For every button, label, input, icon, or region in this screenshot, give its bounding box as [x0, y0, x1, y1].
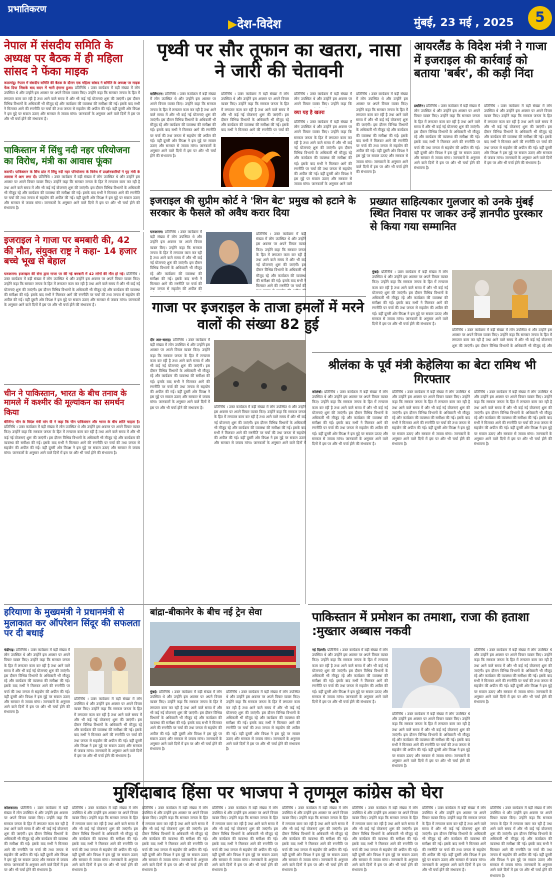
headline-ireland-gaza: आयरलैंड के विदेश मंत्री ने गाजा में इजराइल की कार्रवाई को बताया 'बर्बर', की कड़ी निंदा	[414, 39, 547, 81]
headline-nepal: नेपाल में संसदीय समिति के अध्यक्ष पर बैठक में ही महिला सांसद ने फेंका माइक	[4, 39, 123, 78]
article-body: प्रतिनिधि । उक्त कार्यक्रम में बड़ी संख्या में लोग उपस्थित थे और उन्होंने इस अवसर पर अपने विचार व्यक्त किए। उन्होंने कहा कि सरकार जनता के हित में लगातार काम कर रही है तथा आने वाले समय में और भी कई नई योजनाएं शुरू की जाएंगी। इस दौरान विभिन्न विभागों के अधिकारी भी मौजूद रहे और कार्यक्रम की व्यवस्था की समीक्षा की गई। इसके बाद सभी ने मिलकर आगे की रणनीति पर चर्चा की तथा जनता से सहयोग की अपील की गई। वहीं दूसरी ओर विपक्ष ने इस मुद्दे पर सवाल उठाए और सरकार से जवाब मांगा। जानकारों के अनुसार आने वाले दिनों में इस पर और भी चर्चा होने की संभावना है।	[282, 806, 348, 873]
article-body: प्रतिनिधि । उक्त कार्यक्रम में बड़ी संख्या में लोग उपस्थित थे और उन्होंने इस अवसर पर अपने विचार व्यक्त किए। उन्होंने कहा कि सरकार जनता के हित में लगातार काम कर रही है तथा आने वाले समय में और भी कई नई योजनाएं शुरू की जाएंगी। इस दौरान विभिन्न विभागों के अधिकारी भी मौजूद रहे और कार्यक्रम की व्यवस्था की समीक्षा की गई। इसके बाद सभी ने मिलकर आगे की रणनीति पर चर्चा की तथा जनता से सहयोग की अपील की गई। वहीं दूसरी ओर विपक्ष ने इस मुद्दे पर सवाल उठाए और सरकार से जवाब मांगा। जानकारों के अनुसार आने वाले दिनों में इस पर और भी चर्चा होने की संभावना है।	[392, 712, 470, 769]
train-photo	[150, 622, 300, 686]
article-body: प्रतिनिधि । उक्त कार्यक्रम में बड़ी संख्या में लोग उपस्थित थे और उन्होंने इस अवसर पर अपने विचार व्यक्त किए। उन्होंने कहा कि सरकार जनता के हित में लगातार काम कर रही है तथा आने वाले समय में और भी कई नई योजनाएं शुरू की जाएंगी। इस दौरान विभिन्न विभागों के अधिकारी भी मौजूद रहे और कार्यक्रम की व्यवस्था की समीक्षा की गई। इसके बाद सभी ने मिलकर आगे की रणनीति पर चर्चा की तथा जनता से सहयोग की अपील की गई। वहीं दूसरी ओर विपक्ष ने इस मुद्दे पर सवाल उठाए और सरकार से जवाब मांगा। जानकारों के अनुसार आने वाले दिनों में इस पर और भी चर्चा होने की संभावना है।	[72, 806, 138, 873]
article-body: प्रतिनिधि । उक्त कार्यक्रम में बड़ी संख्या में लोग उपस्थित थे और उन्होंने इस अवसर पर अपने विचार व्यक्त किए। उन्होंने कहा कि सरकार जनता के हित में लगातार काम कर रही है तथा आने वाले समय में और भी कई नई योजनाएं शुरू की जाएंगी। इस दौरान विभिन्न विभागों के अधिकारी भी मौजूद रहे और कार्यक्रम की व्यवस्था की समीक्षा की गई। इसके बाद सभी ने मिलकर आगे की रणनीति पर चर्चा की तथा जनता से सहयोग की अपील की गई। वहीं दूसरी ओर विपक्ष ने इस मुद्दे पर सवाल उठाए और सरकार से जवाब मांगा। जानकारों के अनुसार आने वाले दिनों में इस पर और भी चर्चा होने की संभावना है।	[392, 390, 470, 447]
article-body: कराची। पाकिस्तान के सिंध प्रांत में सिंधु नदी नहर परियोजना के विरोध में प्रदर्शनकारियों ने गृह मंत्री के आवास में आग लगा दी। प्रतिनिधि । उक्त कार्यक्रम में बड़ी संख्या में लोग उपस्थित थे और उन्होंने इस अवसर पर अपने विचार व्यक्त किए। उन्होंने कहा कि सरकार जनता के हित में लगातार काम कर रही है तथा आने वाले समय में और भी कई नई योजनाएं शुरू की जाएंगी। इस दौरान विभिन्न विभागों के अधिकारी भी मौजूद रहे और कार्यक्रम की व्यवस्था की समीक्षा की गई। इसके बाद सभी ने मिलकर आगे की रणनीति पर चर्चा की तथा जनता से सहयोग की अपील की गई। वहीं दूसरी ओर विपक्ष ने इस मुद्दे पर सवाल उठाए और सरकार से जवाब मांगा। जानकारों के अनुसार आने वाले दिनों में इस पर और भी चर्चा होने की संभावना है।	[4, 170, 140, 211]
headline-solar-storm: पृथ्वी पर सौर तूफान का खतरा, नासा ने जारी की चेतावनी	[157, 40, 401, 83]
article-body: यरूशलम। इजराइल की सेना द्वारा गाजा पर की गई बमबारी में 42 लोगों की मौत हो गई। प्रतिनिधि । उक्त कार्यक्रम में बड़ी संख्या में लोग उपस्थित थे और उन्होंने इस अवसर पर अपने विचार व्यक्त किए। उन्होंने कहा कि सरकार जनता के हित में लगातार काम कर रही है तथा आने वाले समय में और भी कई नई योजनाएं शुरू की जाएंगी। इस दौरान विभिन्न विभागों के अधिकारी भी मौजूद रहे और कार्यक्रम की व्यवस्था की समीक्षा की गई। इसके बाद सभी ने मिलकर आगे की रणनीति पर चर्चा की तथा जनता से सहयोग की अपील की गई। वहीं दूसरी ओर विपक्ष ने इस मुद्दे पर सवाल उठाए और सरकार से जवाब मांगा। जानकारों के अनुसार आने वाले दिनों में इस पर और भी चर्चा होने की संभावना है।	[4, 272, 140, 308]
headline-pakistan: पाकिस्तान में सिंधु नदी नहर परियोजना का विरोध, मंत्री का आवास फूंका	[4, 146, 130, 167]
article-body: वाशिंगटन। प्रतिनिधि । उक्त कार्यक्रम में बड़ी संख्या में लोग उपस्थित थे और उन्होंने इस अवसर पर अपने विचार व्यक्त किए। उन्होंने कहा कि सरकार जनता के हित में लगातार काम कर रही है तथा आने वाले समय में और भी कई नई योजनाएं शुरू की जाएंगी। इस दौरान विभिन्न विभागों के अधिकारी भी मौजूद रहे और कार्यक्रम की व्यवस्था की समीक्षा की गई। इसके बाद सभी ने मिलकर आगे की रणनीति पर चर्चा की तथा जनता से सहयोग की अपील की गई। वहीं दूसरी ओर विपक्ष ने इस मुद्दे पर सवाल उठाए और सरकार से जवाब मांगा। जानकारों के अनुसार आने वाले दिनों में इस पर और भी चर्चा होने की संभावना है।	[150, 92, 216, 159]
article-body: प्रतिनिधि । उक्त कार्यक्रम में बड़ी संख्या में लोग उपस्थित थे और उन्होंने इस अवसर पर अपने विचार व्यक्त किए। उन्होंने कहा कि सरकार जनता के हित में लगातार काम कर रही है तथा आने वाले समय में और भी कई नई योजनाएं शुरू की जाएंगी। इस दौरान विभिन्न विभागों के अधिकारी भी मौजूद रहे और कार्यक्रम की व्यवस्था की समीक्षा की गई। इसके बाद सभी ने मिलकर आगे की रणनीति पर चर्चा की	[256, 232, 306, 289]
article-body: मुंबई। प्रतिनिधि । उक्त कार्यक्रम में बड़ी संख्या में लोग उपस्थित थे और उन्होंने इस अवसर पर अपने विचार व्यक्त किए। उन्होंने कहा कि सरकार जनता के हित में लगातार काम कर रही है तथा आने वाले समय में और भी कई नई योजनाएं शुरू की जाएंगी। इस दौरान विभिन्न विभागों के अधिकारी भी मौजूद रहे और कार्यक्रम की व्यवस्था की समीक्षा की गई। इसके बाद सभी ने मिलकर आगे की रणनीति पर चर्चा की तथा जनता से सहयोग की अपील की गई। वहीं दूसरी ओर विपक्ष ने इस मुद्दे पर सवाल उठाए और सरकार से जवाब मांगा। जानकारों के अनुसार आने वाले दिनों में इस पर और भी चर्चा होने की संभावना है।	[150, 690, 222, 752]
column-rule	[410, 40, 411, 190]
article-body: प्रतिनिधि । उक्त कार्यक्रम में बड़ी संख्या में लोग उपस्थित थे और उन्होंने इस अवसर पर अपने विचार व्यक्त किए। उन्होंने कहा कि सरकार जनता के हित में लगातार काम कर रही है तथा आने वाले समय में और भी कई नई योजनाएं शुरू की जाएंगी। इस दौरान विभिन्न विभागों के अधिकारी भी मौजूद रहे और कार्यक्रम की व्यवस्था की समीक्षा की गई। इसके बाद सभी ने मिलकर आगे की रणनीति पर चर्चा की तथा जनता से सहयोग की अपील की गई। वहीं दूसरी ओर विपक्ष ने इस मुद्दे पर सवाल उठाए और सरकार से जवाब मांगा। जानकारों के अनुसार आने वाले	[294, 120, 352, 186]
story-divider	[4, 384, 140, 385]
photo-caption: प्रतिनिधि । उक्त कार्यक्रम में बड़ी संख्या में लोग उपस्थित थे और उन्होंने इस अवसर पर अपने विचार व्यक्त किए। उन्होंने कहा कि सरकार जनता के हित में लगातार काम कर रही है तथा आने वाले समय में और भी कई नई योजनाएं शुरू की जाएंगी। इस दौरान विभिन्न विभागों के अधिकारी भी मौजूद रहे और कार्यक्रम की व्यवस्था की समीक्षा की गई। इसके बाद सभी ने मिलकर आगे की रणनीति पर चर्चा की तथा जनता से सहयोग की अपील की गई। वहीं दूसरी ओर विपक्ष ने इस मुद्दे पर सवाल उठाए और सरकार से जवाब मांगा। जानकारों के अनुसार आने वाले दिनों में	[214, 405, 306, 445]
arrow-icon: ▶	[228, 17, 238, 31]
gulzar-award-photo	[452, 270, 552, 325]
gaza-rubble-photo	[214, 340, 306, 402]
article-body: बीजिंग। चीन के विदेश मंत्री वांग यी ने कहा कि चीन पाकिस्तान और भारत के बीच शांति चाहता है। प्रतिनिधि । उक्त कार्यक्रम में बड़ी संख्या में लोग उपस्थित थे और उन्होंने इस अवसर पर अपने विचार व्यक्त किए। उन्होंने कहा कि सरकार जनता के हित में लगातार काम कर रही है तथा आने वाले समय में और भी कई नई योजनाएं शुरू की जाएंगी। इस दौरान विभिन्न विभागों के अधिकारी भी मौजूद रहे और कार्यक्रम की व्यवस्था की समीक्षा की गई। इसके बाद सभी ने मिलकर आगे की रणनीति पर चर्चा की तथा जनता से सहयोग की अपील की गई। वहीं दूसरी ओर विपक्ष ने इस मुद्दे पर सवाल उठाए और सरकार से जवाब मांगा। जानकारों के अनुसार आने वाले दिनों में इस पर और भी चर्चा होने की संभावना है।	[4, 420, 140, 456]
article-body: प्रतिनिधि । उक्त कार्यक्रम में बड़ी संख्या में लोग उपस्थित थे और उन्होंने इस अवसर पर अपने विचार व्यक्त किए। उन्होंने कहा कि सरकार जनता के हित में लगातार काम कर रही है तथा आने वाले समय में और भी कई नई योजनाएं शुरू की जाएंगी। इस दौरान विभिन्न विभागों के अधिकारी भी मौजूद रहे और कार्यक्रम की व्यवस्था की समीक्षा की गई। इसके बाद सभी ने मिलकर आगे की रणनीति पर चर्चा की तथा जनता से सहयोग की अपील की गई। वहीं दूसरी ओर विपक्ष ने इस मुद्दे पर सवाल उठाए और सरकार से जवाब मांगा। जानकारों के अनुसार आने वाले दिनों में इस पर और भी चर्चा होने की संभावना है।	[422, 806, 486, 873]
article-body: प्रतिनिधि । उक्त कार्यक्रम में बड़ी संख्या में लोग उपस्थित थे और उन्होंने इस अवसर पर अपने विचार व्यक्त किए। उन्होंने कहा कि सरकार जनता के हित में लगातार काम कर रही है तथा आने वाले समय में और भी कई नई योजनाएं शुरू की जाएंगी। इस दौरान विभिन्न विभागों के अधिकारी भी मौजूद रहे और कार्यक्रम की व्यवस्था की समीक्षा की गई। इसके बाद सभी ने मिलकर आगे की रणनीति पर चर्चा की तथा जनता से सहयोग की अपील की गई। वहीं दूसरी ओर विपक्ष ने इस मुद्दे पर सवाल उठाए और सरकार से जवाब मांगा। जानकारों के अनुसार आने वाले दिनों में इस पर और भी चर्चा होने की संभावना है।	[484, 104, 552, 166]
column-rule	[143, 40, 144, 230]
headline-pak-promotion: पाकिस्तान में प्रमोशन का तमाशा, राजा की हताशा :मुख्तार अब्बास नकवी	[312, 610, 530, 639]
article-body: नई दिल्ली। प्रतिनिधि । उक्त कार्यक्रम में बड़ी संख्या में लोग उपस्थित थे और उन्होंने इस अवसर पर अपने विचार व्यक्त किए। उन्होंने कहा कि सरकार जनता के हित में लगातार काम कर रही है तथा आने वाले समय में और भी कई नई योजनाएं शुरू की जाएंगी। इस दौरान विभिन्न विभागों के अधिकारी भी मौजूद रहे और कार्यक्रम की व्यवस्था की समीक्षा की गई। इसके बाद सभी ने मिलकर आगे की रणनीति पर चर्चा की तथा जनता से सहयोग की अपील की गई। वहीं दूसरी ओर विपक्ष ने इस मुद्दे पर सवाल उठाए और सरकार से जवाब मांगा। जानकारों के अनुसार आने वाले दिनों में इस पर और भी चर्चा होने की संभावना है।	[312, 648, 388, 705]
article-body: प्रतिनिधि । उक्त कार्यक्रम में बड़ी संख्या में लोग उपस्थित थे और उन्होंने इस अवसर पर अपने विचार व्यक्त किए। उन्होंने कहा कि सरकार जनता के हित में लगातार काम कर रही है तथा आने वाले समय में और भी कई नई योजनाएं शुरू की जाएंगी। इस दौरान विभिन्न विभागों के अधिकारी भी मौजूद रहे और कार्यक्रम की व्यवस्था की समीक्षा की गई। इसके बाद सभी ने मिलकर आगे की रणनीति पर चर्चा की तथा जनता से सहयोग की अपील की गई। वहीं दूसरी ओर विपक्ष ने इस मुद्दे पर सवाल उठाए और सरकार से जवाब मांगा। जानकारों के अनुसार आने वाले दिनों में इस पर और भी चर्चा होने की संभावना है।	[74, 697, 142, 759]
headline-srilanka: श्रीलंका के पूर्व मंत्री केहेलिया का बेटा रामिथ भी गिरफ्तार	[328, 358, 536, 387]
headline-china: चीन ने पाकिस्तान, भारत के बीच तनाव के मामले में कश्मीर की मूल्यांकन का समर्थन किया	[4, 389, 127, 417]
article-body: कोलंबो। प्रतिनिधि । उक्त कार्यक्रम में बड़ी संख्या में लोग उपस्थित थे और उन्होंने इस अवसर पर अपने विचार व्यक्त किए। उन्होंने कहा कि सरकार जनता के हित में लगातार काम कर रही है तथा आने वाले समय में और भी कई नई योजनाएं शुरू की जाएंगी। इस दौरान विभिन्न विभागों के अधिकारी भी मौजूद रहे और कार्यक्रम की व्यवस्था की समीक्षा की गई। इसके बाद सभी ने मिलकर आगे की रणनीति पर चर्चा की तथा जनता से सहयोग की अपील की गई। वहीं दूसरी ओर विपक्ष ने इस मुद्दे पर सवाल उठाए और सरकार से जवाब मांगा। जानकारों के अनुसार आने वाले दिनों में इस पर और भी चर्चा होने की संभावना है।	[312, 390, 388, 447]
article-body: प्रतिनिधि । उक्त कार्यक्रम में बड़ी संख्या में लोग उपस्थित थे और उन्होंने इस अवसर पर अपने विचार व्यक्त किए। उन्होंने कहा कि सरकार जनता के हित में लगातार काम कर रही है तथा आने वाले समय में और भी कई नई योजनाएं शुरू की जाएंगी। इस दौरान विभिन्न विभागों के अधिकारी भी मौजूद रहे और कार्यक्रम की व्यवस्था की समीक्षा की गई। इसके बाद सभी ने मिलकर आगे की रणनीति पर चर्चा की तथा जनता से सहयोग की अपील की गई। वहीं दूसरी ओर विपक्ष ने इस मुद्दे पर सवाल उठाए और सरकार से जवाब मांगा। जानकारों के अनुसार आने वाले दिनों में इस पर और भी चर्चा होने की संभावना है।	[352, 806, 418, 873]
article-body: प्रतिनिधि । उक्त कार्यक्रम में बड़ी संख्या में लोग उपस्थित थे और उन्होंने इस अवसर पर अपने विचार व्यक्त किए। उन्होंने कहा कि सरकार जनता के हित में लगातार काम कर रही है तथा आने वाले समय में और भी कई नई योजनाएं शुरू की जाएंगी। इस दौरान विभिन्न विभागों के अधिकारी भी मौजूद रहे और कार्यक्रम की व्यवस्था की समीक्षा की गई। इसके बाद सभी ने मिलकर आगे की रणनीति पर चर्चा की तथा जनता से सहयोग की अपील की गई। वहीं दूसरी ओर विपक्ष ने इस मुद्दे पर सवाल उठाए और सरकार से जवाब मांगा। जानकारों के अनुसार आने वाले दिनों में इस पर और भी चर्चा होने की संभावना है।	[142, 806, 208, 873]
dateline: मुंबई, 23 मई , 2025	[414, 16, 514, 29]
headline-israel-gaza-un: इजराइल ने गाजा पर बमबारी की, 42 की मौत, संयुक्त राष्ट्र ने कहा- 14 हजार बच्चे भूख से बेहाल	[4, 236, 137, 268]
article-body: प्रतिनिधि । उक्त कार्यक्रम में बड़ी संख्या में लोग उपस्थित थे और उन्होंने इस अवसर पर अपने विचार व्यक्त किए। उन्होंने कहा कि सरकार जनता के हित में लगातार काम कर रही है तथा आने वाले समय में और भी कई नई योजनाएं शुरू की जाएंगी। इस दौरान विभिन्न विभागों के अधिकारी भी मौजूद रहे और कार्यक्रम की व्यवस्था की समीक्षा की गई। इसके बाद सभी ने मिलकर आगे की रणनीति पर चर्चा की तथा जनता से सहयोग की अपील की गई। वहीं दूसरी ओर विपक्ष ने इस मुद्दे पर सवाल उठाए और सरकार से जवाब मांगा। जानकारों के अनुसार आने वाले दिनों में इस पर और भी चर्चा होने की संभावना है।	[356, 92, 408, 175]
story-divider	[150, 190, 552, 191]
article-body: प्रतिनिधि । उक्त कार्यक्रम में बड़ी संख्या में लोग उपस्थित थे और उन्होंने इस अवसर पर अपने विचार व्यक्त किए। उन्होंने कहा कि सरकार जनता के हित में लगातार काम कर रही है तथा आने वाले समय में और भी कई नई योजनाएं शुरू की जाएंगी। इस दौरान विभिन्न विभागों के अधिकारी भी मौजूद रहे और कार्यक्रम की व्यवस्था की समीक्षा की गई। इसके बाद सभी ने मिलकर आगे की रणनीति पर चर्चा की तथा जनता से सहयोग की अपील की गई। वहीं दूसरी ओर विपक्ष ने इस मुद्दे पर सवाल उठाए और सरकार से जवाब मांगा। जानकारों के अनुसार आने वाले दिनों में इस पर और भी चर्चा होने की संभावना है।	[490, 806, 552, 878]
cm-pm-meeting-photo	[74, 648, 142, 694]
article-body: प्रतिनिधि । उक्त कार्यक्रम में बड़ी संख्या में लोग उपस्थित थे और उन्होंने इस अवसर पर अपने विचार व्यक्त किए। उन्होंने कहा कि सरकार जनता के हित में लगातार काम कर रही है तथा आने वाले समय में और भी कई नई योजनाएं शुरू की जाएंगी। इस दौरान विभिन्न विभागों के अधिकारी भी मौजूद रहे और कार्यक्रम की व्यवस्था की समीक्षा की गई। इसके बाद सभी ने मिलकर आगे की रणनीति पर चर्चा की तथा जनता से सहयोग की अपील की गई। वहीं दूसरी ओर विपक्ष ने इस मुद्दे पर सवाल उठाए और सरकार से जवाब मांगा। जानकारों के अनुसार आने वाले दिनों में इस पर और भी चर्चा होने की संभावना है।	[212, 806, 278, 873]
ronen-bar-photo	[206, 232, 252, 284]
article-body: दीर अल-बलाह। प्रतिनिधि । उक्त कार्यक्रम में बड़ी संख्या में लोग उपस्थित थे और उन्होंने इस अवसर पर अपने विचार व्यक्त किए। उन्होंने कहा कि सरकार जनता के हित में लगातार काम कर रही है तथा आने वाले समय में और भी कई नई योजनाएं शुरू की जाएंगी। इस दौरान विभिन्न विभागों के अधिकारी भी मौजूद रहे और कार्यक्रम की व्यवस्था की समीक्षा की गई। इसके बाद सभी ने मिलकर आगे की रणनीति पर चर्चा की तथा जनता से सहयोग की अपील की गई। वहीं दूसरी ओर विपक्ष ने इस मुद्दे पर सवाल उठाए और सरकार से जवाब मांगा। जानकारों के अनुसार आने वाले दिनों में इस पर और भी चर्चा होने की संभावना है।	[150, 338, 210, 410]
solar-flare-photo	[221, 137, 289, 187]
article-body: प्रतिनिधि । उक्त कार्यक्रम में बड़ी संख्या में लोग उपस्थित थे और उन्होंने इस अवसर पर अपने विचार व्यक्त किए। उन्होंने कहा कि सरकार जनता के हित में लगातार काम कर रही है तथा आने वाले समय में और भी कई नई योजनाएं शुरू की जाएंगी। इस दौरान विभिन्न विभागों के अधिकारी भी मौजूद रहे और कार्यक्रम की व्यवस्था की समीक्षा की गई। इसके बाद सभी ने मिलकर आगे की रणनीति पर चर्चा की तथा जनता से सहयोग की अपील की गई। वहीं दूसरी ओर विपक्ष ने इस मुद्दे पर सवाल उठाए और सरकार से जवाब मांगा। जानकारों के अनुसार आने वाले दिनों में इस पर और भी चर्चा होने की संभावना है।	[474, 390, 552, 447]
headline-gaza-82-dead: गाजा पर इजराइल के ताजा हमलों में मरने वालों की संख्या 82 हुई	[152, 300, 364, 333]
article-body: मुंबई। प्रतिनिधि । उक्त कार्यक्रम में बड़ी संख्या में लोग उपस्थित थे और उन्होंने इस अवसर पर अपने विचार व्यक्त किए। उन्होंने कहा कि सरकार जनता के हित में लगातार काम कर रही है तथा आने वाले समय में और भी कई नई योजनाएं शुरू की जाएंगी। इस दौरान विभिन्न विभागों के अधिकारी भी मौजूद रहे और कार्यक्रम की व्यवस्था की समीक्षा की गई। इसके बाद सभी ने मिलकर आगे की रणनीति पर चर्चा की तथा जनता से सहयोग की अपील की गई। वहीं दूसरी ओर विपक्ष ने इस मुद्दे पर सवाल उठाए और सरकार से जवाब मांगा। जानकारों के अनुसार आने वाले दिनों में इस पर और भी चर्चा होने की संभावना है।	[372, 270, 448, 327]
headline-shin-bet: इजराइल की सुप्रीम कोर्ट ने 'शिन बेट' प्रमुख को हटाने के सरकार के फैसले को अवैध करार दिया	[150, 196, 356, 219]
headline-bandra-bikaner-train: बांद्रा-बीकानेर के बीच नई ट्रेन सेवा	[150, 608, 262, 618]
article-body: यरूशलम। प्रतिनिधि । उक्त कार्यक्रम में बड़ी संख्या में लोग उपस्थित थे और उन्होंने इस अवसर पर अपने विचार व्यक्त किए। उन्होंने कहा कि सरकार जनता के हित में लगातार काम कर रही है तथा आने वाले समय में और भी कई नई योजनाएं शुरू की जाएंगी। इस दौरान विभिन्न विभागों के अधिकारी भी मौजूद रहे और कार्यक्रम की व्यवस्था की समीक्षा की गई। इसके बाद सभी ने मिलकर आगे की रणनीति पर चर्चा की तथा जनता से सहयोग की अपील की	[150, 230, 202, 292]
column-rule	[143, 232, 144, 832]
headline-murshidabad: मुर्शिदाबाद हिंसा पर भाजपा ने तृणमूल कांग्रेस को घेरा	[113, 783, 443, 803]
article-body: प्रतिनिधि । उक्त कार्यक्रम में बड़ी संख्या में लोग उपस्थित थे और उन्होंने इस अवसर पर अपने विचार व्यक्त किए। उन्होंने कहा कि सरकार जनता के हित में लगातार काम कर रही है तथा आने वाले समय में और भी कई नई योजनाएं शुरू की जाएंगी। इस दौरान विभिन्न विभागों के अधिकारी भी मौजूद रहे और कार्यक्रम की व्यवस्था की समीक्षा की गई। इसके बाद सभी ने मिलकर आगे की रणनीति पर चर्चा की	[221, 92, 289, 133]
story-divider	[150, 296, 366, 297]
photo-caption: प्रतिनिधि । उक्त कार्यक्रम में बड़ी संख्या में लोग उपस्थित थे और उन्होंने इस अवसर पर अपने विचार व्यक्त किए। उन्होंने कहा कि सरकार जनता के हित में लगातार काम कर रही है तथा आने वाले समय में और भी कई नई योजनाएं शुरू की जाएंगी। इस दौरान विभिन्न विभागों के अधिकारी भी मौजूद रहे और	[452, 328, 552, 348]
article-body: प्रतिनिधि । उक्त कार्यक्रम में बड़ी संख्या में लोग उपस्थित थे और उन्होंने इस अवसर पर अपने विचार व्यक्त किए। उन्होंने कहा कि सरकार जनता के हित में लगातार काम कर रही है तथा आने वाले समय में और भी कई नई योजनाएं शुरू की जाएंगी। इस दौरान विभिन्न विभागों के अधिकारी भी मौजूद रहे और कार्यक्रम की व्यवस्था की समीक्षा की गई। इसके बाद सभी ने मिलकर आगे की रणनीति पर चर्चा की तथा जनता से सहयोग की अपील की गई। वहीं दूसरी ओर विपक्ष ने इस मुद्दे पर सवाल उठाए और सरकार से जवाब मांगा। जानकारों के अनुसार आने वाले दिनों में इस पर और भी चर्चा होने की संभावना है।	[474, 648, 552, 705]
article-body: प्रतिनिधि । उक्त कार्यक्रम में बड़ी संख्या में लोग उपस्थित थे और उन्होंने इस अवसर पर अपने विचार व्यक्त किए। उन्होंने कहा कि सरकार जनता के हित में लगातार काम कर रही है तथा आने वाले समय में और भी कई नई योजनाएं शुरू की जाएंगी। इस दौरान विभिन्न विभागों के अधिकारी भी मौजूद रहे और कार्यक्रम की व्यवस्था की समीक्षा की गई। इसके बाद सभी ने मिलकर आगे की रणनीति पर चर्चा की तथा जनता से सहयोग की अपील की गई। वहीं दूसरी ओर विपक्ष ने इस मुद्दे पर सवाल उठाए और सरकार से जवाब मांगा। जानकारों के अनुसार आने वाले दिनों में इस पर और भी चर्चा होने की संभावना है।	[226, 690, 300, 752]
page-number: 5	[528, 6, 552, 30]
article-body: काठमांडू। नेपाल में संसदीय समिति की बैठक के दौरान एक महिला सांसद ने समिति के अध्यक्ष पर माइक फेंक दिया जिसके बाद सदन में भारी हंगामा हुआ। प्रतिनिधि । उक्त कार्यक्रम में बड़ी संख्या में लोग उपस्थित थे और उन्होंने इस अवसर पर अपने विचार व्यक्त किए। उन्होंने कहा कि सरकार जनता के हित में लगातार काम कर रही है तथा आने वाले समय में और भी कई नई योजनाएं शुरू की जाएंगी। इस दौरान विभिन्न विभागों के अधिकारी भी मौजूद रहे और कार्यक्रम की व्यवस्था की समीक्षा की गई। इसके बाद सभी ने मिलकर आगे की रणनीति पर चर्चा की तथा जनता से सहयोग की अपील की गई। वहीं दूसरी ओर विपक्ष ने इस मुद्दे पर सवाल उठाए और सरकार से जवाब मांगा। जानकारों के अनुसार आने वाले दिनों में इस पर और भी चर्चा होने की संभावना है।	[4, 81, 140, 122]
article-body: डबलिन। प्रतिनिधि । उक्त कार्यक्रम में बड़ी संख्या में लोग उपस्थित थे और उन्होंने इस अवसर पर अपने विचार व्यक्त किए। उन्होंने कहा कि सरकार जनता के हित में लगातार काम कर रही है तथा आने वाले समय में और भी कई नई योजनाएं शुरू की जाएंगी। इस दौरान विभिन्न विभागों के अधिकारी भी मौजूद रहे और कार्यक्रम की व्यवस्था की समीक्षा की गई। इसके बाद सभी ने मिलकर आगे की रणनीति पर चर्चा की तथा जनता से सहयोग की अपील की गई। वहीं दूसरी ओर विपक्ष ने इस मुद्दे पर सवाल उठाए और सरकार से जवाब मांगा। जानकारों के अनुसार आने वाले दिनों में इस पर और भी चर्चा होने की संभावना है।	[414, 104, 480, 171]
article-body: प्रतिनिधि । उक्त कार्यक्रम में बड़ी संख्या में लोग उपस्थित थे और उन्होंने इस अवसर पर अपने विचार व्यक्त किए। उन्होंने कहा कि	[294, 92, 352, 107]
section-name: ▶देश-विदेश	[228, 17, 282, 31]
story-divider	[4, 141, 140, 142]
subhead-what-is-danger: क्या यह है खतरा	[294, 110, 325, 116]
story-divider	[4, 781, 552, 782]
headline-gulzar: प्रख्यात साहित्यकार गुलजार को उनके मुंबई स्थित निवास पर जाकर उन्हें ज्ञानपीठ पुरस्कार से किया गया सम्मानित	[370, 196, 543, 233]
story-divider	[308, 604, 552, 605]
article-body: कोलकाता। प्रतिनिधि । उक्त कार्यक्रम में बड़ी संख्या में लोग उपस्थित थे और उन्होंने इस अवसर पर अपने विचार व्यक्त किए। उन्होंने कहा कि सरकार जनता के हित में लगातार काम कर रही है तथा आने वाले समय में और भी कई नई योजनाएं शुरू की जाएंगी। इस दौरान विभिन्न विभागों के अधिकारी भी मौजूद रहे और कार्यक्रम की व्यवस्था की समीक्षा की गई। इसके बाद सभी ने मिलकर आगे की रणनीति पर चर्चा की तथा जनता से सहयोग की अपील की गई। वहीं दूसरी ओर विपक्ष ने इस मुद्दे पर सवाल उठाए और सरकार से जवाब मांगा। जानकारों के अनुसार आने वाले दिनों में इस पर और भी चर्चा होने की संभावना है।	[4, 806, 68, 873]
story-divider	[312, 352, 552, 353]
story-divider	[4, 231, 140, 232]
newspaper-brand: प्रभातिकरण	[8, 5, 47, 15]
story-divider	[4, 604, 300, 605]
article-body: चंडीगढ़। प्रतिनिधि । उक्त कार्यक्रम में बड़ी संख्या में लोग उपस्थित थे और उन्होंने इस अवसर पर अपने विचार व्यक्त किए। उन्होंने कहा कि सरकार जनता के हित में लगातार काम कर रही है तथा आने वाले समय में और भी कई नई योजनाएं शुरू की जाएंगी। इस दौरान विभिन्न विभागों के अधिकारी भी मौजूद रहे और कार्यक्रम की व्यवस्था की समीक्षा की गई। इसके बाद सभी ने मिलकर आगे की रणनीति पर चर्चा की तथा जनता से सहयोग की अपील की गई। वहीं दूसरी ओर विपक्ष ने इस मुद्दे पर सवाल उठाए और सरकार से जवाब मांगा। जानकारों के अनुसार आने वाले दिनों में इस पर और भी चर्चा होने की संभावना है।	[4, 648, 70, 715]
headline-haryana: हरियाणा के मुख्यमंत्री ने प्रधानमंत्री से मुलाकात कर ऑपरेशन सिंदूर की सफलता पर दी बधाई	[4, 608, 141, 640]
masthead	[0, 0, 555, 36]
naqvi-photo	[392, 648, 470, 708]
